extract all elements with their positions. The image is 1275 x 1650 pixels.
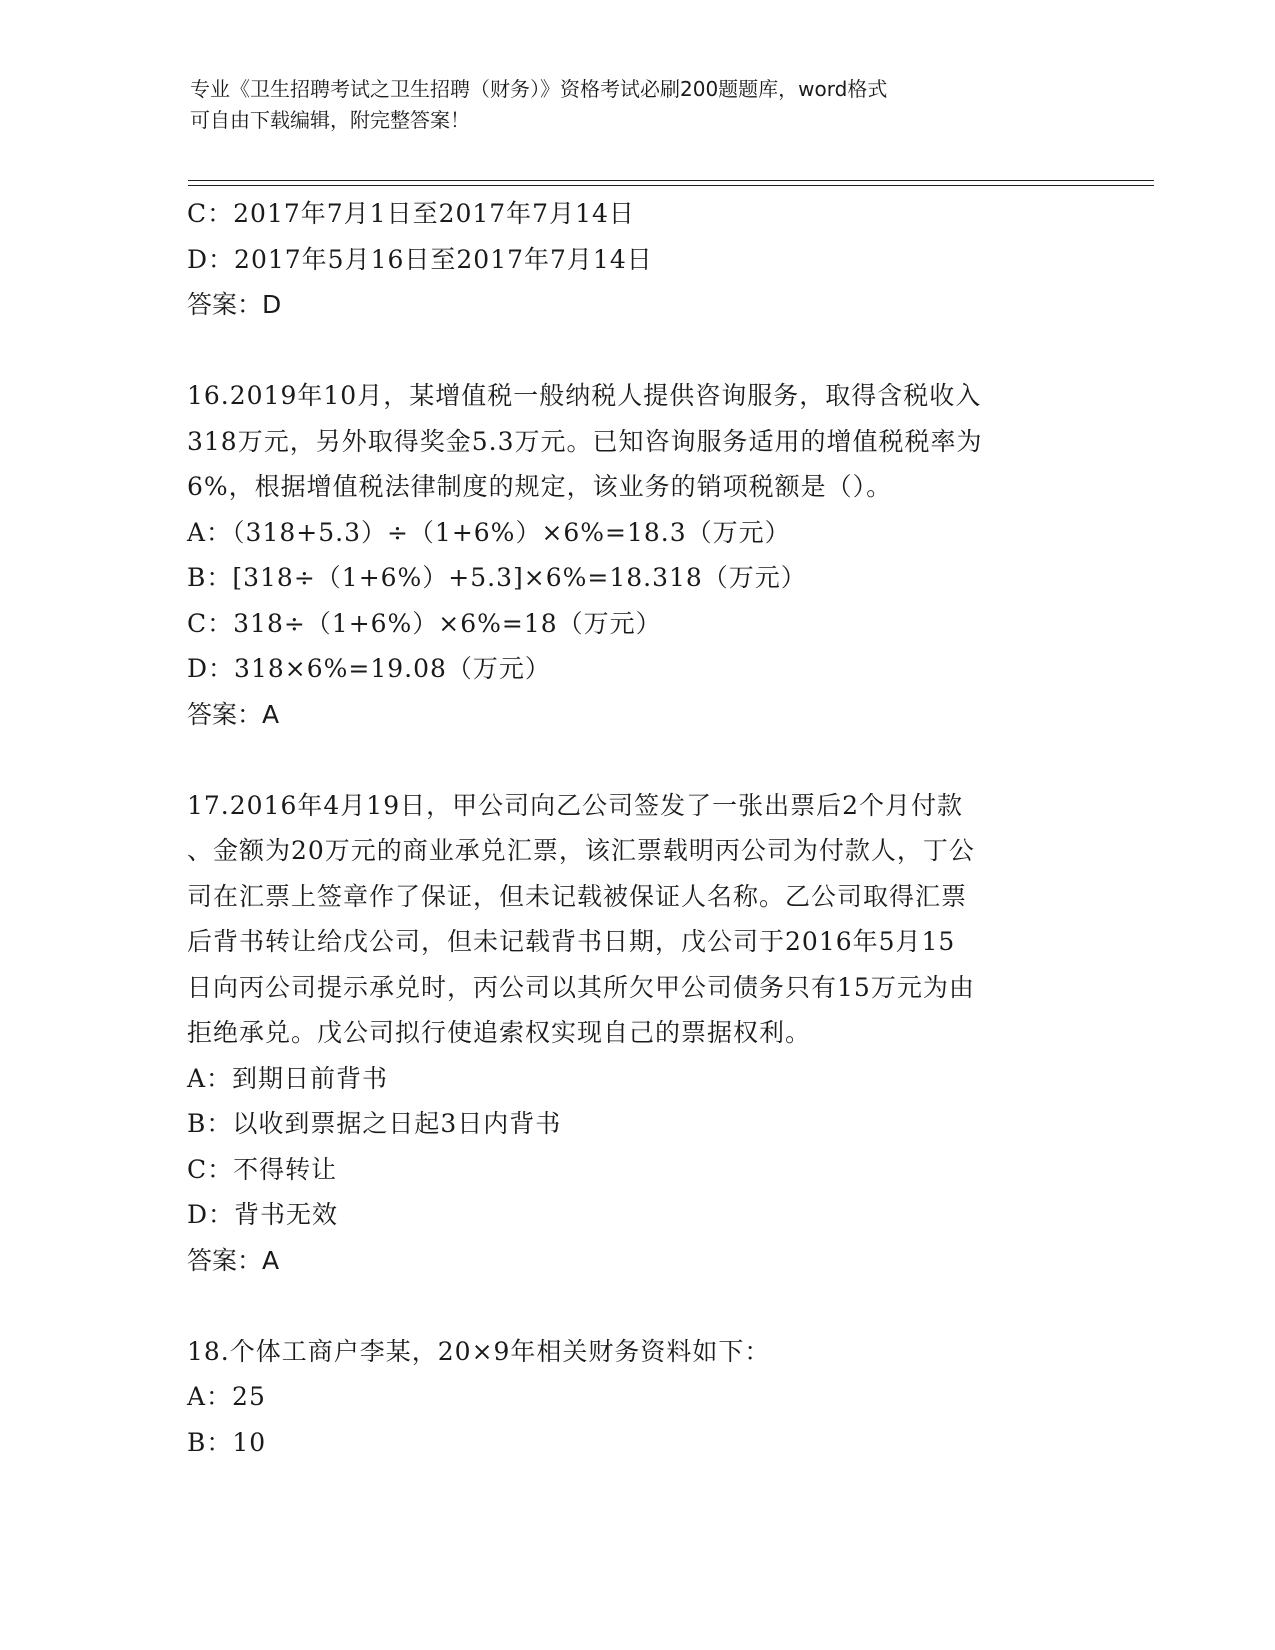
q17-stem-line-5: 日向丙公司提示承兑时，丙公司以其所欠甲公司债务只有15万元为由 xyxy=(187,972,975,1002)
q16-option-d: D：318×6%=19.08（万元） xyxy=(187,654,551,683)
q17-option-a: A：到期日前背书 xyxy=(187,1063,389,1093)
q17-stem-line-2: 、金额为20万元的商业承兑汇票，该汇票载明丙公司为付款人，丁公 xyxy=(187,836,975,865)
spacer xyxy=(187,328,1087,374)
q16-stem-line-2: 318万元，另外取得奖金5.3万元。已知咨询服务适用的增值税税率为 xyxy=(187,426,983,456)
q16-option-c: C：318÷（1+6%）×6%=18（万元） xyxy=(187,608,662,638)
q17-answer: 答案：A xyxy=(187,1245,280,1275)
spacer xyxy=(187,1283,1087,1329)
q17-stem-line-1: 17.2016年4月19日，甲公司向乙公司签发了一张出票后2个月付款 xyxy=(187,790,964,820)
q17-stem-line-3: 司在汇票上签章作了保证，但未记载被保证人名称。乙公司取得汇票 xyxy=(187,881,968,911)
q18-stem-line-1: 18.个体工商户李某，20×9年相关财务资料如下： xyxy=(187,1336,771,1366)
header-title-line-2: 可自由下载编辑，附完整答案！ xyxy=(190,108,470,132)
page-header xyxy=(190,74,1090,136)
q16-option-a: A：（318+5.3）÷（1+6%）×6%=18.3（万元） xyxy=(187,517,791,547)
header-title-line-1: 专业《卫生招聘考试之卫生招聘（财务）》资格考试必刷200题题库，word格式 xyxy=(190,77,888,101)
q17-stem-line-6: 拒绝承兑。戊公司拟行使追索权实现自己的票据权利。 xyxy=(187,1018,812,1047)
spacer xyxy=(187,737,1087,783)
q18-option-a: A：25 xyxy=(187,1382,266,1411)
q16-answer: 答案：A xyxy=(187,699,280,729)
q18-option-b: B：10 xyxy=(187,1427,267,1457)
q16-option-b: B：[318÷（1+6%）+5.3]×6%=18.318（万元） xyxy=(187,563,807,592)
q17-option-b: B：以收到票据之日起3日内背书 xyxy=(187,1109,562,1138)
q17-stem-line-4: 后背书转让给戊公司，但未记载背书日期，戊公司于2016年5月15 xyxy=(187,927,956,956)
prev-option-c: C：2017年7月1日至2017年7月14日 xyxy=(187,199,635,228)
prev-option-d: D：2017年5月16日至2017年7月14日 xyxy=(187,244,653,274)
header-divider-top xyxy=(188,180,1154,181)
q17-option-d: D：背书无效 xyxy=(187,1200,339,1229)
prev-answer: 答案：D xyxy=(187,290,282,319)
q17-option-c: C：不得转让 xyxy=(187,1154,338,1184)
q16-stem-line-1: 16.2019年10月，某增值税一般纳税人提供咨询服务，取得含税收入 xyxy=(187,381,982,410)
header-divider-bottom xyxy=(188,185,1154,186)
q16-stem-line-3: 6%，根据增值税法律制度的规定，该业务的销项税额是（）。 xyxy=(187,472,893,501)
question-content xyxy=(187,191,1087,1465)
